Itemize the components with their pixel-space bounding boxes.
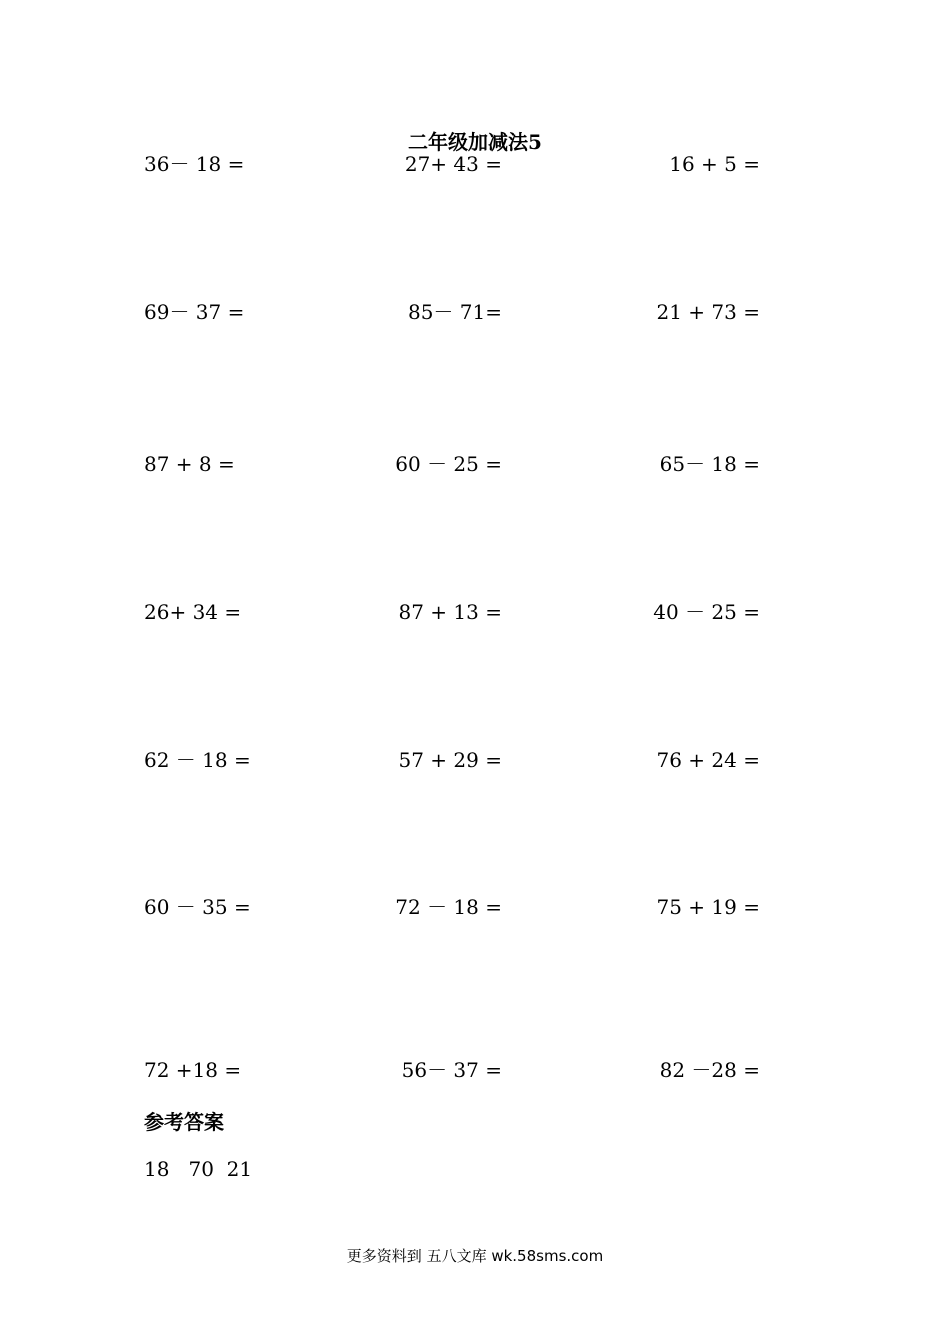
problem-r4-c2: 87 + 13 = [398, 600, 502, 624]
problem-r4-c1: 26+ 34 = [144, 600, 242, 624]
problem-r5-c2: 57 + 29 = [398, 748, 502, 772]
problem-r5-c1: 62 － 18 = [144, 748, 251, 772]
page-title: 二年级加减法5 [408, 130, 542, 154]
problem-r7-c2: 56－ 37 = [401, 1058, 502, 1082]
problem-r6-c2: 72 － 18 = [395, 895, 502, 919]
answers-values: 18 70 21 [144, 1157, 253, 1181]
problem-r2-c3: 21 + 73 = [656, 300, 760, 324]
problem-r3-c1: 87 + 8 = [144, 452, 235, 476]
problem-r1-c3: 16 + 5 = [669, 152, 760, 176]
footer-link-text: 更多资料到 五八文库 wk.58sms.com [346, 1247, 604, 1265]
problem-r2-c2: 85－ 71= [407, 300, 502, 324]
problem-r1-c2: 27+ 43 = [404, 152, 502, 176]
problem-r5-c3: 76 + 24 = [656, 748, 760, 772]
problem-r3-c3: 65－ 18 = [659, 452, 760, 476]
problem-r7-c1: 72 +18 = [144, 1058, 242, 1082]
problem-r6-c1: 60 － 35 = [144, 895, 251, 919]
answers-heading: 参考答案 [144, 1110, 224, 1134]
problem-r6-c3: 75 + 19 = [656, 895, 760, 919]
problem-r2-c1: 69－ 37 = [144, 300, 245, 324]
problem-r1-c1: 36－ 18 = [144, 152, 245, 176]
problem-r7-c3: 82 －28 = [659, 1058, 760, 1082]
problem-r4-c3: 40 － 25 = [653, 600, 760, 624]
problem-r3-c2: 60 － 25 = [395, 452, 502, 476]
